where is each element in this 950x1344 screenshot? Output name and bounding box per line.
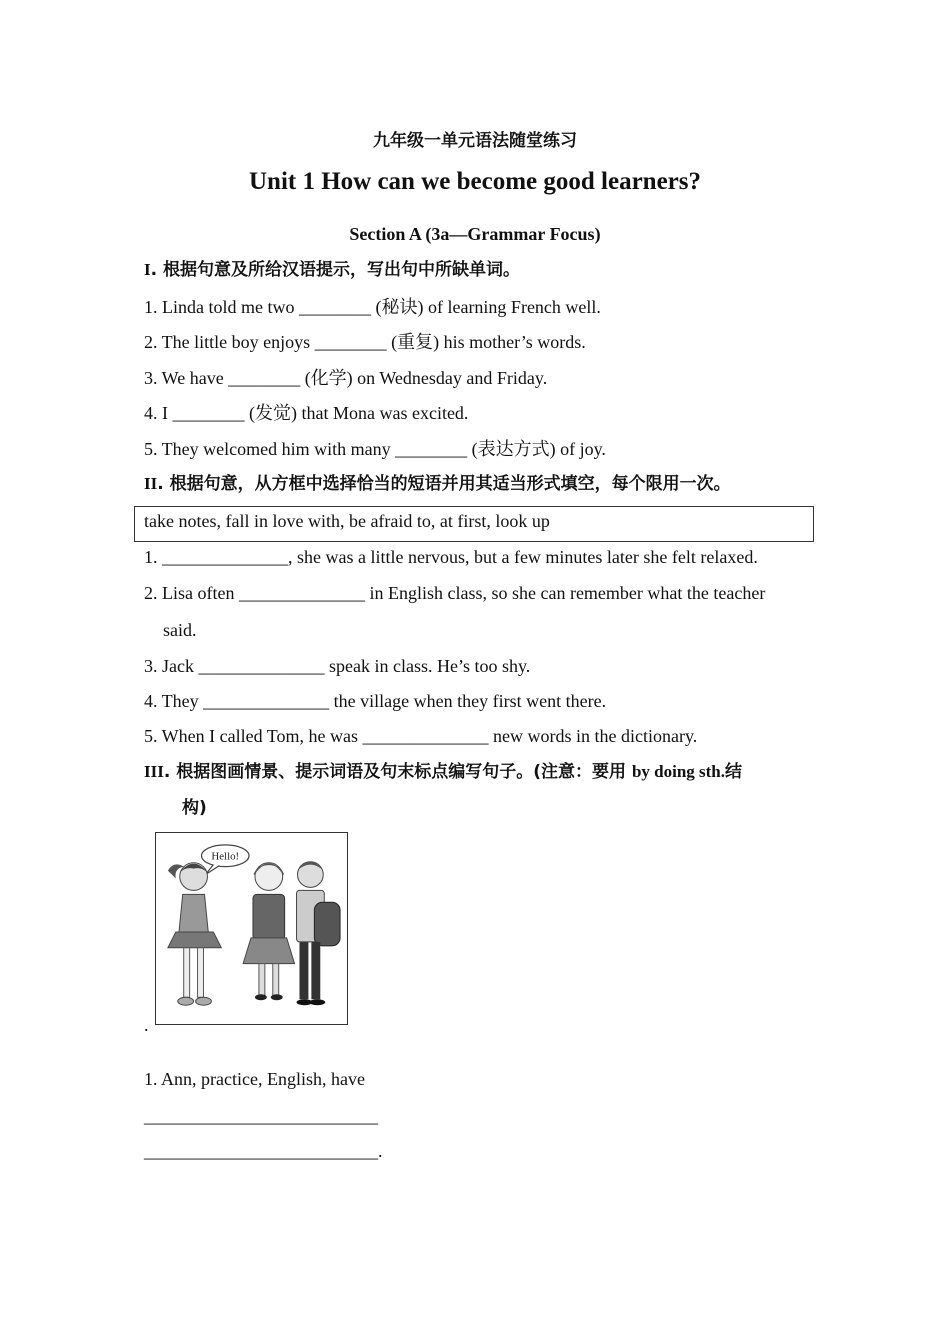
part2-instruction: . 根据句意，从方框中选择恰当的短语并用其适当形式填空，每个限用一次。 — [157, 474, 731, 494]
speech-bubble-text: Hello! — [211, 850, 240, 863]
part2-item-5: 5. When I called Tom, he was ______________ new words in the dictionary. — [144, 726, 698, 746]
girl-middle-figure — [243, 863, 294, 1001]
part1-item-2: 2. The little boy enjoys ________ (重复) his mother’s words. — [144, 332, 586, 352]
part3-question-1: 1. Ann, practice, English, have — [144, 1069, 365, 1089]
part2-item-3: 3. Jack ______________ speak in class. He’s too shy. — [144, 656, 531, 676]
part2-item-4: 4. They ______________ the village when they first went there. — [144, 691, 607, 711]
boy-right-figure — [297, 862, 341, 1005]
part3-heading-cont — [182, 797, 207, 819]
speech-bubble — [202, 845, 250, 875]
part1-heading — [144, 259, 520, 281]
part1-item-5: 5. They welcomed him with many ________ (表达方式) of joy. — [144, 439, 606, 459]
part1-item-4: 4. I ________ (发觉) that Mona was excited. — [144, 403, 469, 423]
worksheet-subtitle: 九年级一单元语法随堂练习 — [373, 131, 577, 151]
part1-item-3: 3. We have ________ (化学) on Wednesday and Friday. — [144, 368, 548, 388]
part1-numeral: I — [144, 260, 151, 279]
part2-item-2-cont: said. — [163, 620, 197, 640]
girl-left-figure — [168, 863, 221, 1006]
part3-instruction-b: by doing sth. — [631, 762, 726, 781]
part1-item-1: 1. Linda told me two ________ (秘诀) of learning French well. — [144, 297, 601, 317]
phrase-box: take notes, fall in love with, be afraid to, at first, look up — [134, 506, 814, 542]
cartoon-picture — [155, 832, 348, 1025]
part3-heading — [144, 761, 742, 783]
unit-title: Unit 1 How can we become good learners? — [248, 168, 701, 195]
part2-heading — [144, 473, 731, 495]
answer-line-2[interactable]: __________________________. — [144, 1141, 383, 1161]
part1-instruction: . 根据句意及所给汉语提示，写出句中所缺单词。 — [150, 260, 521, 280]
picture-dot: . — [144, 1015, 149, 1035]
part3-instruction-c: 结 — [725, 762, 743, 782]
part3-instruction-cont: 构) — [182, 798, 207, 818]
part2-item-2: 2. Lisa often ______________ in English class, so she can remember what the teacher — [144, 583, 766, 603]
part2-item-1: 1. ______________, she was a little nervous, but a few minutes later she felt relaxed. — [144, 547, 758, 567]
answer-line-1[interactable]: __________________________ — [144, 1106, 378, 1126]
part3-instruction-a: . 根据图画情景、提示词语及句末标点编写句子。(注意：要用 — [163, 762, 632, 782]
part2-numeral: II — [144, 474, 158, 493]
part3-numeral: III — [144, 762, 164, 781]
section-title: Section A (3a—Grammar Focus) — [349, 224, 601, 244]
